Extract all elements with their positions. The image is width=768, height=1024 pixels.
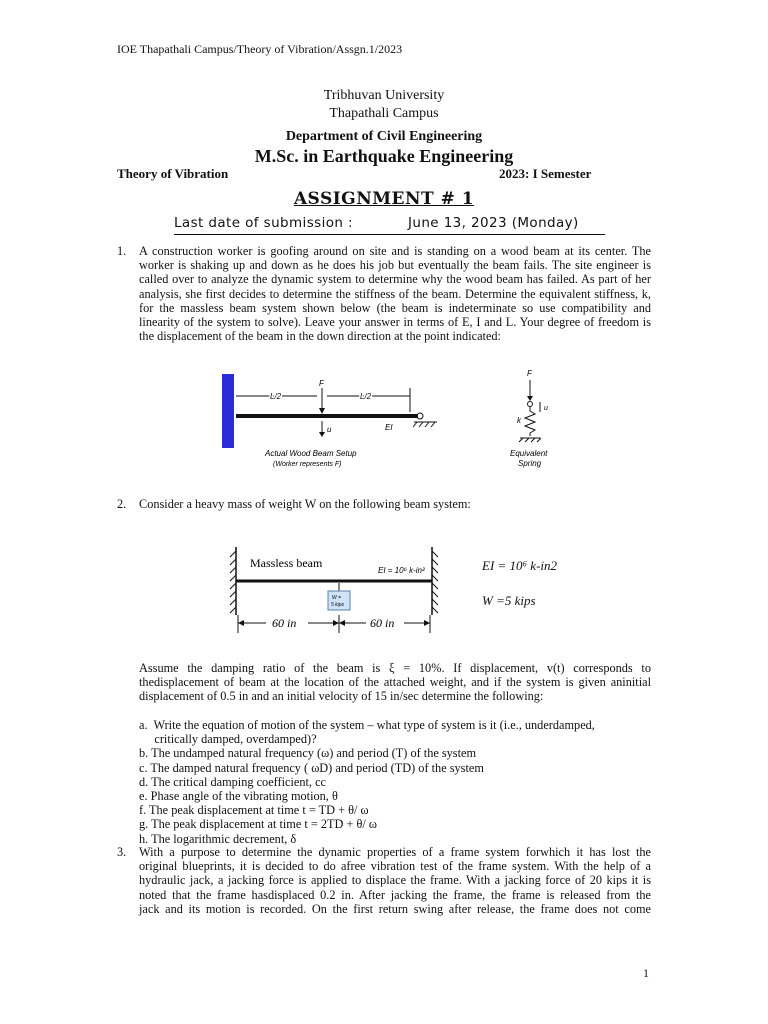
beam-label: Massless beam	[250, 556, 323, 570]
part-e: e. Phase angle of the vibrating motion, θ	[139, 789, 338, 804]
figure-caption: Actual Wood Beam Setup	[265, 449, 357, 458]
spring-disp-label: u	[544, 405, 548, 412]
q2-damping-text	[139, 661, 651, 704]
ei-value: EI = 10⁶ k-in2	[482, 558, 558, 573]
spring-k-label: k	[517, 416, 521, 425]
q3-line: hydraulic jack, a jacking force is applied to displace the frame. With a jacking force of 20 kips it is	[139, 873, 651, 888]
semester-label: 2023: I Semester	[499, 166, 592, 181]
q1-text: A construction worker is goofing around on site and is standing on a wood beam at its center. The worker is shaking up and down as he does his job but eventually the beam fails. The site engineer is called over to analyze the dynamic system to determine why the wood beam has failed. As part of her analysis, she first decides to determine the stiffness of the beam. Determine the equivalent stiffness, k, for the massless beam system shown below (the beam is indeterminate so use compatibility and linearity of the system to solve). Leave your answer in terms of E, I and L. Your degree of freedom is the displacement of the beam in the down direction at the point indicated:	[139, 244, 651, 344]
q3-number: 3.	[117, 845, 127, 859]
q3-text	[139, 845, 651, 916]
part-h: h. The logarithmic decrement, δ	[139, 831, 297, 846]
dim-left-label: L/2	[270, 392, 282, 401]
campus-name: Thapathali Campus	[329, 106, 439, 121]
spring-ground-hatch	[519, 438, 541, 442]
page-number: 1	[643, 966, 649, 980]
mass-label-top: W =	[332, 595, 342, 601]
spring-force-arrowhead	[527, 396, 533, 401]
due-underline	[174, 234, 605, 235]
q2-intro: Consider a heavy mass of weight W on the following beam system:	[139, 497, 471, 511]
mass-label-bottom: 5 kips	[331, 602, 345, 608]
q1-number: 1.	[117, 244, 127, 258]
spring-force-label: F	[527, 369, 532, 378]
damping-line: Assume the damping ratio of the beam is ξ = 10%. If displacement, v(t) corresponds to	[139, 661, 651, 675]
q3-line: With a purpose to determine the dynamic properties of a frame system forwhich it has lost the	[139, 845, 651, 859]
disp-arrowhead	[319, 432, 325, 437]
beam-ei-label: EI = 10⁶ k-in²	[378, 566, 425, 575]
university-name: Tribhuvan University	[323, 88, 445, 103]
dim-arrowheads	[238, 620, 430, 626]
disp-label: u	[327, 425, 332, 434]
q3-line: noted that the frame hasdisplaced 0.2 in. After jacking the frame, the frame is released from the	[139, 887, 651, 902]
part-c: c. The damped natural frequency ( ωD) and period (TD) of the system	[139, 760, 484, 775]
fixed-support-wall	[222, 374, 234, 448]
force-arrowhead	[319, 408, 325, 414]
right-wall-hatch	[432, 551, 438, 613]
dim-right-label: 60 in	[370, 616, 395, 630]
force-label: F	[319, 379, 324, 388]
part-a: a. Write the equation of motion of the system – what type of system is it (i.e., underdamped,	[139, 718, 595, 732]
spring-subcaption: Spring	[518, 459, 542, 468]
dim-right-label: L/2	[360, 392, 372, 401]
damping-line: displacement of 0.5 in and an initial velocity of 15 in/sec determine the following:	[139, 689, 544, 704]
part-g: g. The peak displacement at time t = 2TD + θ/ ω	[139, 817, 377, 832]
spring-caption: Equivalent	[510, 449, 548, 458]
q2-figure	[226, 543, 456, 638]
part-a-cont: critically damped, overdamped)?	[139, 732, 317, 747]
q3-line: jack and its motion is recorded. On the first return swing after release, the frame does not come	[139, 901, 651, 916]
part-f: f. The peak displacement at time t = TD + θ/ ω	[139, 803, 369, 818]
department-name: Department of Civil Engineering	[285, 129, 483, 144]
due-date: June 13, 2023 (Monday)	[408, 215, 579, 231]
part-b: b. The undamped natural frequency (ω) and period (T) of the system	[139, 746, 477, 761]
course-name: Theory of Vibration	[117, 166, 229, 181]
q3-line: original blueprints, it is decided to do afree vibration test of the frame system. With the help of a	[139, 859, 651, 874]
program-title: M.Sc. in Earthquake Engineering	[254, 146, 514, 166]
ground-hatch	[413, 422, 435, 427]
dim-left-label: 60 in	[272, 616, 297, 630]
q2-parts	[139, 718, 651, 846]
damping-line: thedisplacement of beam at the location of the attached weight, and if the system is given aninitial	[139, 675, 651, 690]
q2-number: 2.	[117, 497, 127, 511]
running-header: IOE Thapathali Campus/Theory of Vibration/Assgn.1/2023	[117, 42, 403, 56]
figure-subcaption: (Worker represents F)	[273, 461, 342, 468]
w-value: W =5 kips	[482, 593, 536, 608]
part-d: d. The critical damping coefficient, cc	[139, 774, 326, 789]
due-label: Last date of submission :	[174, 215, 353, 231]
ei-label: EI	[385, 423, 393, 432]
left-wall-hatch	[230, 551, 236, 613]
assignment-title: ASSIGNMENT # 1	[293, 189, 475, 209]
spring-coil	[525, 407, 535, 436]
spring-node	[528, 402, 533, 407]
q1-figure	[215, 366, 575, 476]
